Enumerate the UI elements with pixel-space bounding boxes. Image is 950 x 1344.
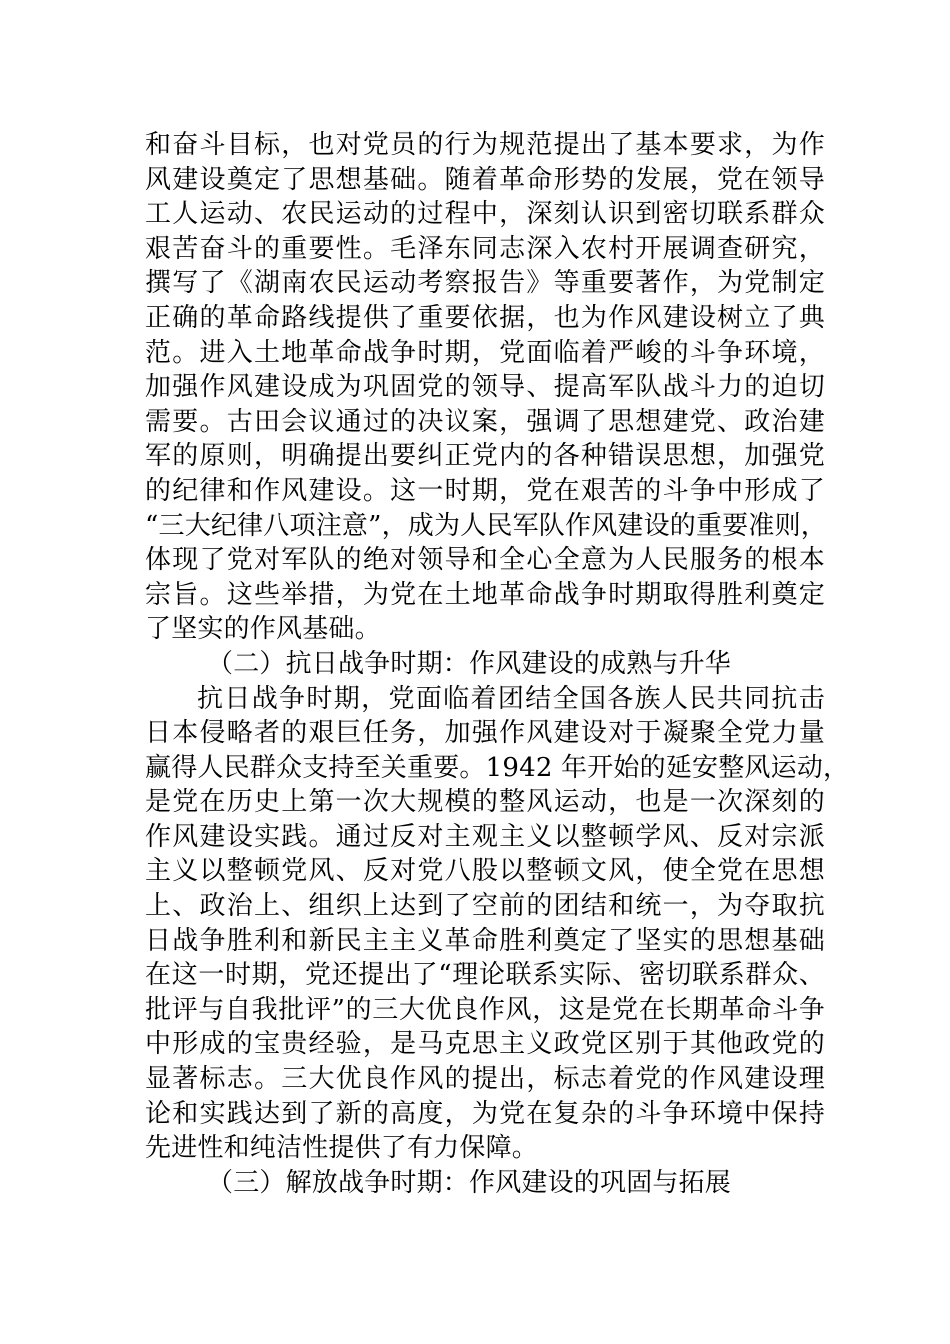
- paragraph-line: 论和实践达到了新的高度，为党在复杂的斗争环境中保持: [145, 1098, 825, 1129]
- paragraph-line: 批评与自我批评”的三大优良作风，这是党在长期革命斗争: [145, 994, 825, 1025]
- paragraph-line: 撰写了《湖南农民运动考察报告》等重要著作，为党制定: [145, 268, 825, 299]
- paragraph-line: 正确的革命路线提供了重要依据，也为作风建设树立了典: [145, 302, 825, 333]
- paragraph-line: 宗旨。这些举措，为党在土地革命战争时期取得胜利奠定: [145, 579, 825, 610]
- paragraph-line: 需要。古田会议通过的决议案，强调了思想建党、政治建: [145, 406, 825, 437]
- paragraph-line: 艰苦奋斗的重要性。毛泽东同志深入农村开展调查研究，: [145, 233, 825, 264]
- paragraph-line: 赢得人民群众支持至关重要。1942 年开始的延安整风运动，: [145, 752, 850, 783]
- paragraph-line: 抗日战争时期，党面临着团结全国各族人民共同抗击: [197, 683, 825, 714]
- section-heading: （二）抗日战争时期：作风建设的成熟与升华: [207, 648, 732, 679]
- paragraph-line: 主义以整顿党风、反对党八股以整顿文风，使全党在思想: [145, 856, 825, 887]
- paragraph-line: 显著标志。三大优良作风的提出，标志着党的作风建设理: [145, 1064, 825, 1095]
- paragraph-line: 范。进入土地革命战争时期，党面临着严峻的斗争环境，: [145, 337, 825, 368]
- paragraph-line: 上、政治上、组织上达到了空前的团结和统一，为夺取抗: [145, 891, 825, 922]
- paragraph-line: 和奋斗目标，也对党员的行为规范提出了基本要求，为作: [145, 130, 825, 160]
- paragraph-line: 中形成的宝贵经验，是马克思主义政党区别于其他政党的: [145, 1029, 825, 1060]
- body-text: [145, 128, 850, 1200]
- paragraph-line: 日战争胜利和新民主主义革命胜利奠定了坚实的思想基础: [145, 925, 825, 956]
- paragraph-line: 工人运动、农民运动的过程中，深刻认识到密切联系群众: [145, 199, 825, 230]
- paragraph-line: 体现了党对军队的绝对领导和全心全意为人民服务的根本: [145, 545, 825, 576]
- paragraph-line: 军的原则，明确提出要纠正党内的各种错误思想，加强党: [145, 441, 825, 472]
- paragraph-line: 在这一时期，党还提出了“理论联系实际、密切联系群众、: [145, 960, 825, 991]
- paragraph-line: 日本侵略者的艰巨任务，加强作风建设对于凝聚全党力量: [145, 718, 825, 749]
- paragraph-line: 加强作风建设成为巩固党的领导、提高军队战斗力的迫切: [145, 372, 825, 403]
- section-heading: （三）解放战争时期：作风建设的巩固与拓展: [207, 1167, 732, 1198]
- paragraph-line: 先进性和纯洁性提供了有力保障。: [145, 1133, 539, 1164]
- paragraph-line: 风建设奠定了思想基础。随着革命形势的发展，党在领导: [145, 164, 825, 195]
- paragraph-line: “三大纪律八项注意”，成为人民军队作风建设的重要准则，: [145, 510, 827, 541]
- paragraph-line: 是党在历史上第一次大规模的整风运动，也是一次深刻的: [145, 787, 825, 818]
- paragraph-line: 了坚实的作风基础。: [145, 614, 381, 645]
- paragraph-line: 的纪律和作风建设。这一时期，党在艰苦的斗争中形成了: [145, 475, 825, 506]
- paragraph-line: 作风建设实践。通过反对主观主义以整顿学风、反对宗派: [145, 821, 825, 852]
